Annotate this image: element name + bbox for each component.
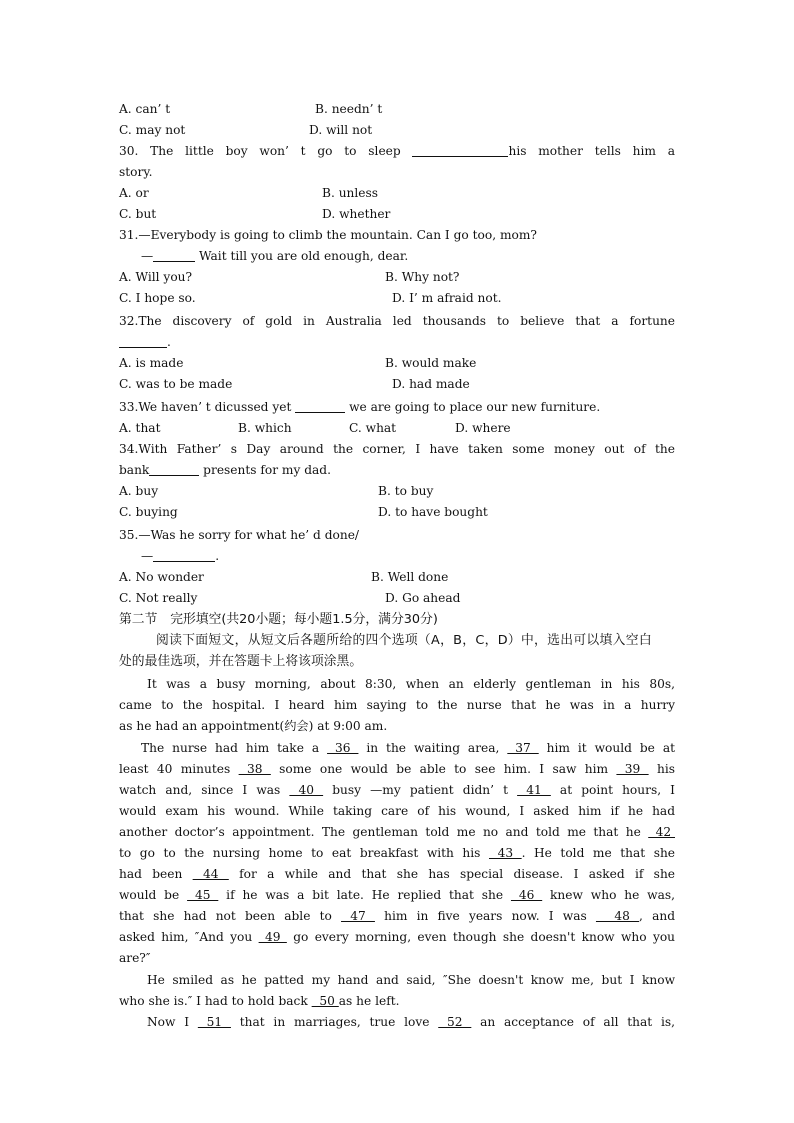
blank-38[interactable]: 38 [238, 762, 271, 776]
q31-stem: 31.—Everybody is going to climb the mountain. Can I go too, mom? [119, 228, 537, 242]
q34-option-b[interactable]: B. to buy [378, 484, 434, 498]
q34-option-a[interactable]: A. buy [119, 484, 159, 498]
q31-options-row2 [119, 288, 675, 309]
blank-36[interactable]: 36 [327, 741, 359, 755]
blank-48[interactable]: 48 [595, 909, 640, 923]
q31-options-row1 [119, 267, 675, 288]
blank-47[interactable]: 47 [341, 909, 375, 923]
q32-options-row2 [119, 374, 675, 395]
q29-options-row1 [119, 99, 675, 120]
q33-answer-blank[interactable] [295, 399, 345, 413]
passage-p2-line8: would be 45 if he was a bit late. He replied that she 46 knew who he was, [119, 888, 675, 902]
q35-option-c[interactable]: C. Not really [119, 591, 198, 605]
q31-option-b[interactable]: B. Why not? [385, 270, 460, 284]
passage-p3-line2: who she is.″ I had to hold back 50 as he left. [119, 994, 400, 1008]
q29-option-b[interactable]: B. needn’ t [315, 102, 383, 116]
blank-39[interactable]: 39 [616, 762, 649, 776]
q30-option-a[interactable]: A. or [119, 186, 149, 200]
q35-option-b[interactable]: B. Well done [371, 570, 449, 584]
blank-45[interactable]: 45 [187, 888, 219, 902]
q29-option-a[interactable]: A. can’ t [119, 102, 171, 116]
q34-option-d[interactable]: D. to have bought [378, 505, 488, 519]
passage-p4-line1: Now I 51 that in marriages, true love 52 an acceptance of all that is, [147, 1015, 675, 1029]
q32-answer-blank[interactable] [119, 334, 167, 348]
q33-stem: 33.We haven’ t dicussed yet we are going to place our new furniture. [119, 400, 601, 414]
passage-p2-line9: that she had not been able to 47 him in five years now. I was 48 , and [119, 909, 675, 923]
q35-reply: — . [141, 549, 220, 563]
q32-options-row1 [119, 353, 675, 374]
passage-p3-line1: He smiled as he patted my hand and said, ″She doesn't know me, but I know [147, 973, 675, 987]
section-instructions-line1: 阅读下面短文，从短文后各题所给的四个选项（A，B，C，D）中，选出可以填入空白 [156, 633, 652, 648]
q34-answer-blank[interactable] [149, 462, 199, 476]
passage-p2-line2: least 40 minutes 38 some one would be able to see him. I saw him 39 his [119, 762, 675, 776]
exam-page [119, 99, 675, 1033]
q35-options-row1 [119, 567, 675, 588]
q35-stem: 35.—Was he sorry for what he’ d done/ [119, 528, 360, 542]
q34-options-row1 [119, 481, 675, 502]
q30-stem-cont: story. [119, 165, 153, 179]
q35-option-a[interactable]: A. No wonder [119, 570, 204, 584]
passage-p2-line4: would exam his wound. While taking care of his wound, I asked him if he had [119, 804, 675, 818]
passage-p1-line3: as he had an appointment(约会) at 9:00 am. [119, 719, 388, 733]
blank-51[interactable]: 51 [197, 1015, 231, 1029]
blank-50[interactable]: 50 [311, 994, 339, 1008]
q30-options-row2 [119, 204, 675, 225]
q32-option-c[interactable]: C. was to be made [119, 377, 233, 391]
blank-49[interactable]: 49 [258, 930, 287, 944]
passage-p2-line6: to go to the nursing home to eat breakfast with his 43 . He told me that she [119, 846, 675, 860]
passage-p2-line10: asked him, ″And you 49 go every morning, even though she doesn't know who you [119, 930, 675, 944]
q30-option-b[interactable]: B. unless [322, 186, 379, 200]
passage-p1-line2: came to the hospital. I heard him saying to the nurse that he was in a hurry [119, 698, 675, 712]
q31-answer-blank[interactable] [153, 248, 195, 262]
passage-p2-line11: are?″ [119, 951, 151, 965]
q32-stem: 32.The discovery of gold in Australia led thousands to believe that a fortune [119, 314, 675, 328]
q29-option-c[interactable]: C. may not [119, 123, 186, 137]
q30-answer-blank[interactable] [412, 143, 508, 157]
q31-reply: — Wait till you are old enough, dear. [141, 249, 409, 263]
passage-p2-line1: The nurse had him take a 36 in the waiting area, 37 him it would be at [141, 741, 675, 755]
passage-p2-line7: had been 44 for a while and that she has special disease. I asked if she [119, 867, 675, 881]
q35-options-row2 [119, 588, 675, 609]
q34-stem-cont: bank presents for my dad. [119, 463, 331, 477]
q31-option-a[interactable]: A. Will you? [119, 270, 193, 284]
blank-43[interactable]: 43 [489, 846, 522, 860]
q34-stem: 34.With Father’ s Day around the corner, I have taken some money out of the [119, 442, 675, 456]
q33-option-c[interactable]: C. what [349, 421, 397, 435]
section-heading: 第二节 完形填空(共20小题；每小题1.5分，满分30分) [119, 612, 438, 627]
blank-44[interactable]: 44 [192, 867, 229, 881]
q33-option-a[interactable]: A. that [119, 421, 161, 435]
q34-option-c[interactable]: C. buying [119, 505, 178, 519]
passage-p1-line1: It was a busy morning, about 8:30, when an elderly gentleman in his 80s, [147, 677, 675, 691]
q32-option-d[interactable]: D. had made [392, 377, 470, 391]
blank-52[interactable]: 52 [438, 1015, 472, 1029]
q30-options-row1 [119, 183, 675, 204]
q32-option-b[interactable]: B. would make [385, 356, 477, 370]
q35-answer-blank[interactable] [153, 548, 215, 562]
blank-42[interactable]: 42 [648, 825, 675, 839]
q33-option-b[interactable]: B. which [238, 421, 292, 435]
q32-option-a[interactable]: A. is made [119, 356, 184, 370]
q29-option-d[interactable]: D. will not [309, 123, 373, 137]
blank-37[interactable]: 37 [507, 741, 539, 755]
q34-options-row2 [119, 502, 675, 523]
section-instructions-line2: 处的最佳选项，并在答题卡上将该项涂黑。 [119, 654, 363, 669]
q30-stem: 30. The little boy won’ t go to sleep his mother tells him a [119, 144, 675, 158]
q30-option-d[interactable]: D. whether [322, 207, 391, 221]
passage-p2-line3: watch and, since I was 40 busy —my patient didn’ t 41 at point hours, I [119, 783, 675, 797]
q35-option-d[interactable]: D. Go ahead [385, 591, 461, 605]
q31-option-d[interactable]: D. I’ m afraid not. [392, 291, 502, 305]
passage-p2-line5: another doctor’s appointment. The gentleman told me no and told me that he 42 [119, 825, 675, 839]
q32-stem-cont: . [119, 332, 675, 353]
q29-options-row2 [119, 120, 675, 141]
q33-options-row [119, 418, 675, 439]
blank-46[interactable]: 46 [510, 888, 543, 902]
blank-41[interactable]: 41 [517, 783, 551, 797]
q31-option-c[interactable]: C. I hope so. [119, 291, 196, 305]
q30-option-c[interactable]: C. but [119, 207, 157, 221]
q33-option-d[interactable]: D. where [455, 421, 511, 435]
blank-40[interactable]: 40 [289, 783, 324, 797]
